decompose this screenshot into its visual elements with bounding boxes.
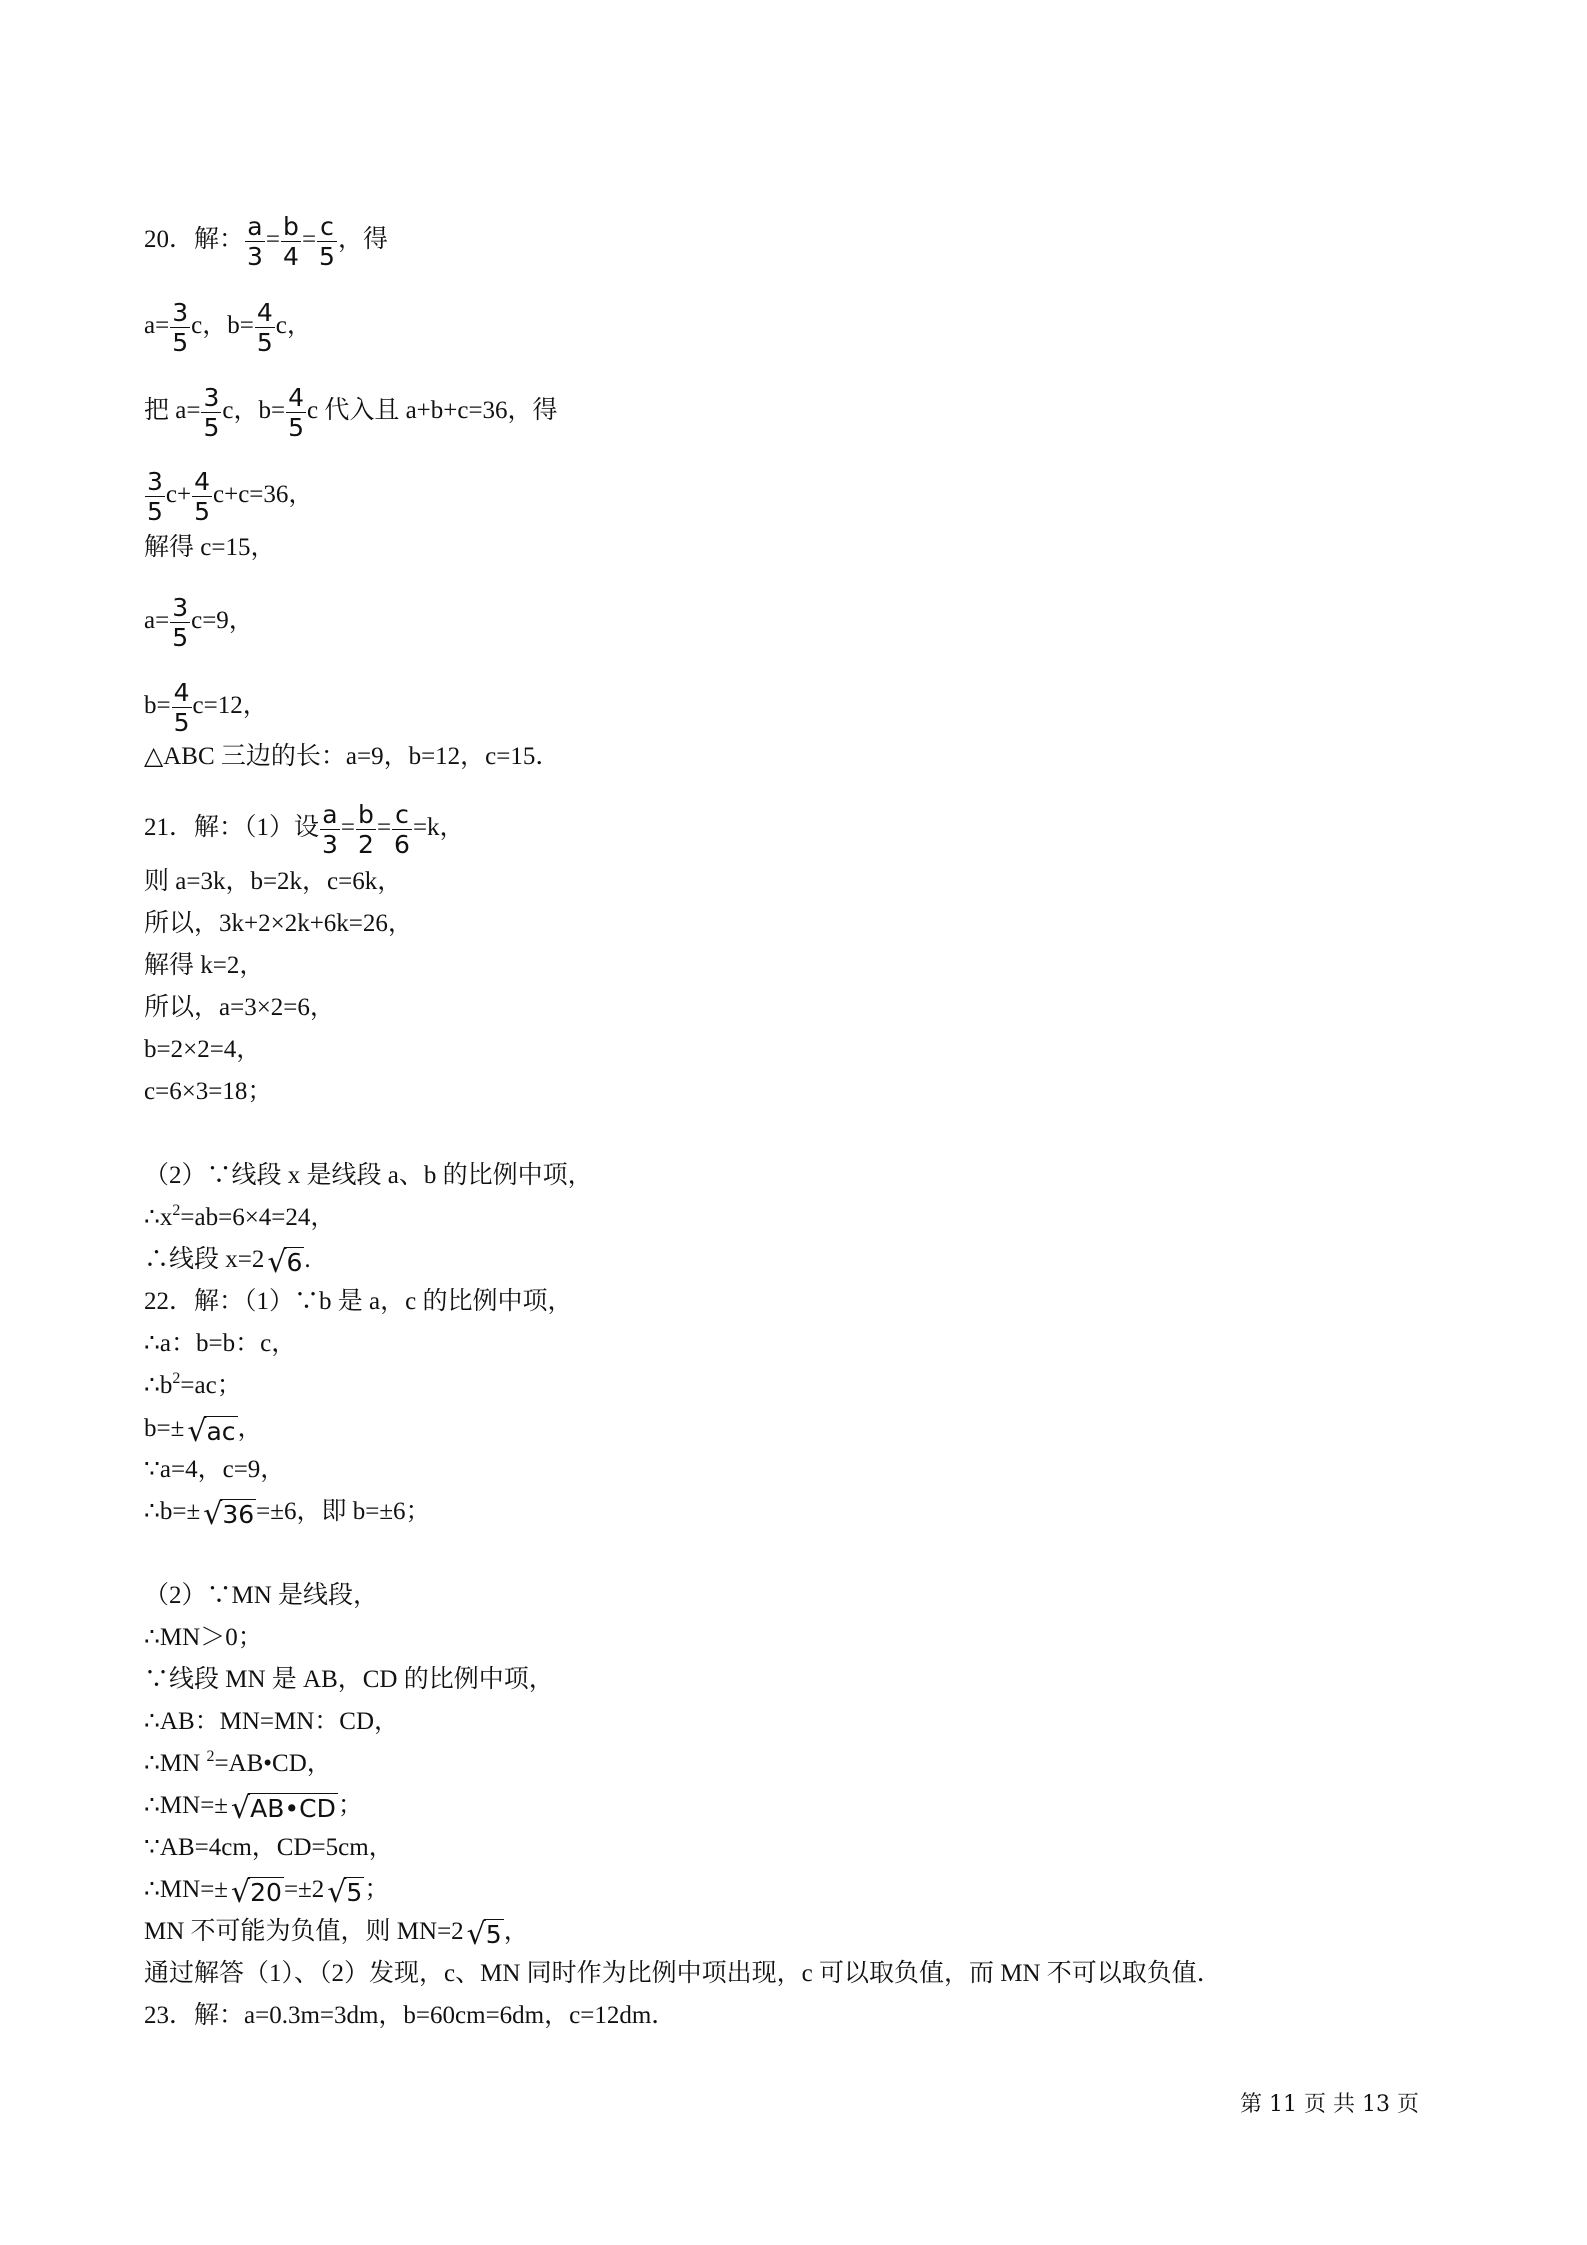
p20-line-6 (144, 593, 254, 652)
radical (327, 1877, 364, 1908)
numerator: 3 (172, 593, 189, 622)
denominator: 5 (203, 413, 220, 442)
radical (187, 1416, 237, 1447)
text-run: a= (144, 607, 170, 635)
denominator: 5 (172, 328, 189, 357)
text-run: = (340, 814, 356, 842)
p22-line-7: （2）∵MN 是线段， (144, 1582, 379, 1609)
text-run: =±6，即 b=±6； (256, 1498, 431, 1525)
p22-line-16: 通过解答（1）、（2）发现，c、MN 同时作为比例中项出现，c 可以取负值，而 MN 不可以取负值． (144, 1960, 1222, 1987)
text-run: 把 a= (144, 397, 201, 425)
fraction (245, 212, 265, 271)
text-run: . (304, 1246, 311, 1273)
p22-line-1: 22．解：（1）∵b 是 a，c 的比例中项， (144, 1288, 573, 1315)
radical-sign: √ (466, 1917, 486, 1952)
text-run: c 代入且 a+b+c=36，得 (306, 397, 558, 425)
p22-line-3 (144, 1371, 242, 1401)
radical-sign: √ (203, 1497, 223, 1532)
fraction (356, 800, 376, 859)
p23-line-1: 23．解：a=0.3m=3dm，b=60cm=6dm，c=12dm． (144, 2002, 677, 2029)
p22-line-10: ∴AB：MN=MN：CD， (144, 1708, 400, 1735)
text-run: ∴x (144, 1204, 173, 1231)
text-run: ， (237, 1415, 263, 1442)
p22-line-6 (144, 1497, 431, 1530)
text-run: ∴b=± (144, 1498, 201, 1525)
numerator: b (281, 212, 301, 242)
text-run: = (376, 814, 392, 842)
fraction (392, 800, 412, 859)
radical-sign: √ (267, 1245, 287, 1280)
radicand: 36 (222, 1500, 255, 1529)
p21-line-9 (144, 1203, 335, 1233)
text-run: ； (364, 1876, 390, 1903)
radical-sign: √ (327, 1875, 347, 1910)
text-run: =±2 (283, 1876, 325, 1903)
fraction (192, 467, 212, 526)
text-run: ∴线段 x=2 (144, 1246, 265, 1273)
radicand: 6 (286, 1248, 303, 1277)
radicand: 5 (485, 1920, 502, 1949)
p21-line-4: 解得 k=2， (144, 952, 265, 979)
radical (231, 1793, 338, 1824)
denominator: 3 (322, 830, 338, 859)
text-run: ，得 (337, 226, 388, 254)
p20-line-3 (144, 383, 558, 442)
denominator: 3 (247, 242, 263, 271)
radical-sign: √ (231, 1791, 251, 1826)
p22-line-8: ∴MN＞0； (144, 1624, 263, 1651)
numerator: c (392, 800, 412, 830)
text-run: = (301, 226, 317, 254)
text-run: c， (275, 312, 312, 340)
p21-line-10 (144, 1245, 311, 1278)
p21-line-8: （2）∵线段 x 是线段 a、b 的比例中项， (144, 1162, 593, 1189)
text-run: 21．解：（1）设 (144, 814, 320, 842)
radicand: 5 (346, 1878, 363, 1907)
text-run: 20．解： (144, 226, 245, 254)
p20-line-8: △ABC 三边的长：a=9，b=12，c=15． (144, 743, 561, 770)
denominator: 6 (394, 830, 410, 859)
p21-line-2: 则 a=3k，b=2k，c=6k， (144, 868, 403, 895)
page-footer: 第 11 页 共 13 页 (1240, 2092, 1419, 2117)
numerator: 4 (194, 467, 211, 496)
denominator: 5 (194, 497, 211, 526)
superscript: 2 (206, 1748, 215, 1765)
p20-line-7 (144, 678, 268, 737)
text-run: MN 不可能为负值，则 MN=2 (144, 1918, 464, 1945)
fraction (170, 298, 190, 357)
text-run: =k， (412, 814, 465, 842)
denominator: 5 (147, 497, 163, 526)
p22-line-14 (144, 1875, 389, 1908)
p22-line-9: ∵线段 MN 是 AB，CD 的比例中项， (144, 1666, 554, 1693)
radical-sign: √ (231, 1875, 251, 1910)
p20-line-2 (144, 298, 312, 357)
p21-line-6: b=2×2=4， (144, 1036, 262, 1063)
radical-sign: √ (187, 1414, 207, 1449)
superscript: 2 (172, 1202, 181, 1219)
radical (467, 1919, 504, 1950)
numerator: 4 (256, 298, 273, 327)
text-run: = (265, 226, 281, 254)
p22-line-12 (144, 1791, 363, 1824)
radical (267, 1247, 304, 1278)
numerator: a (320, 800, 340, 830)
text-run: b=± (144, 1415, 185, 1442)
text-run: ∴MN=± (144, 1792, 229, 1819)
p21-line-1 (144, 800, 465, 859)
p21-line-3: 所以，3k+2×2k+6k=26， (144, 910, 413, 937)
p21-line-7: c=6×3=18； (144, 1078, 273, 1105)
text-run: =AB•CD， (214, 1750, 332, 1777)
text-run: c+c=36， (213, 481, 314, 509)
numerator: 3 (203, 383, 220, 412)
fraction (320, 800, 340, 859)
p21-line-5: 所以，a=3×2=6， (144, 994, 335, 1021)
text-run: c，b= (191, 312, 254, 340)
fraction (145, 467, 165, 526)
numerator: 3 (172, 298, 189, 327)
denominator: 5 (319, 242, 335, 271)
text-run: =ab=6×4=24， (180, 1204, 336, 1231)
denominator: 5 (173, 708, 190, 737)
p22-line-5: ∵a=4，c=9， (144, 1456, 286, 1483)
text-run: a= (144, 312, 170, 340)
fraction (170, 593, 190, 652)
numerator: c (317, 212, 337, 242)
fraction (201, 383, 221, 442)
text-run: ； (337, 1792, 363, 1819)
fraction (281, 212, 301, 271)
text-run: =ac； (180, 1372, 242, 1399)
numerator: a (245, 212, 265, 242)
radical (203, 1499, 256, 1530)
fraction (172, 678, 192, 737)
denominator: 5 (288, 413, 304, 442)
text-run: b= (144, 692, 171, 720)
denominator: 5 (172, 623, 189, 652)
numerator: 4 (288, 383, 304, 412)
text-run: c=9， (191, 607, 254, 635)
denominator: 2 (358, 830, 374, 859)
numerator: 3 (147, 467, 163, 496)
p20-line-5: 解得 c=15， (144, 534, 276, 561)
denominator: 5 (256, 328, 273, 357)
text-run: c+ (165, 481, 192, 509)
p22-line-11 (144, 1749, 332, 1779)
text-run: c=12， (192, 692, 268, 720)
fraction (317, 212, 337, 271)
text-run: ∴MN (144, 1750, 207, 1777)
p22-line-15 (144, 1917, 529, 1950)
fraction (255, 298, 275, 357)
text-run: ∴b (144, 1372, 173, 1399)
denominator: 4 (283, 242, 299, 271)
text-run: c，b= (222, 397, 286, 425)
p22-line-2: ∴a：b=b：c， (144, 1330, 297, 1357)
fraction (286, 383, 306, 442)
superscript: 2 (172, 1370, 181, 1387)
radicand: ac (206, 1417, 236, 1446)
text-run: ∴MN=± (144, 1876, 229, 1903)
radicand: 20 (250, 1878, 282, 1907)
numerator: 4 (173, 678, 190, 707)
p20-line-4 (144, 467, 313, 526)
p22-line-4 (144, 1414, 263, 1447)
radical (231, 1877, 284, 1908)
numerator: b (356, 800, 376, 830)
text-run: ， (503, 1918, 529, 1945)
radicand: AB•CD (250, 1794, 336, 1823)
p22-line-13: ∵AB=4cm，CD=5cm， (144, 1834, 394, 1861)
p20-line-1 (144, 212, 388, 271)
